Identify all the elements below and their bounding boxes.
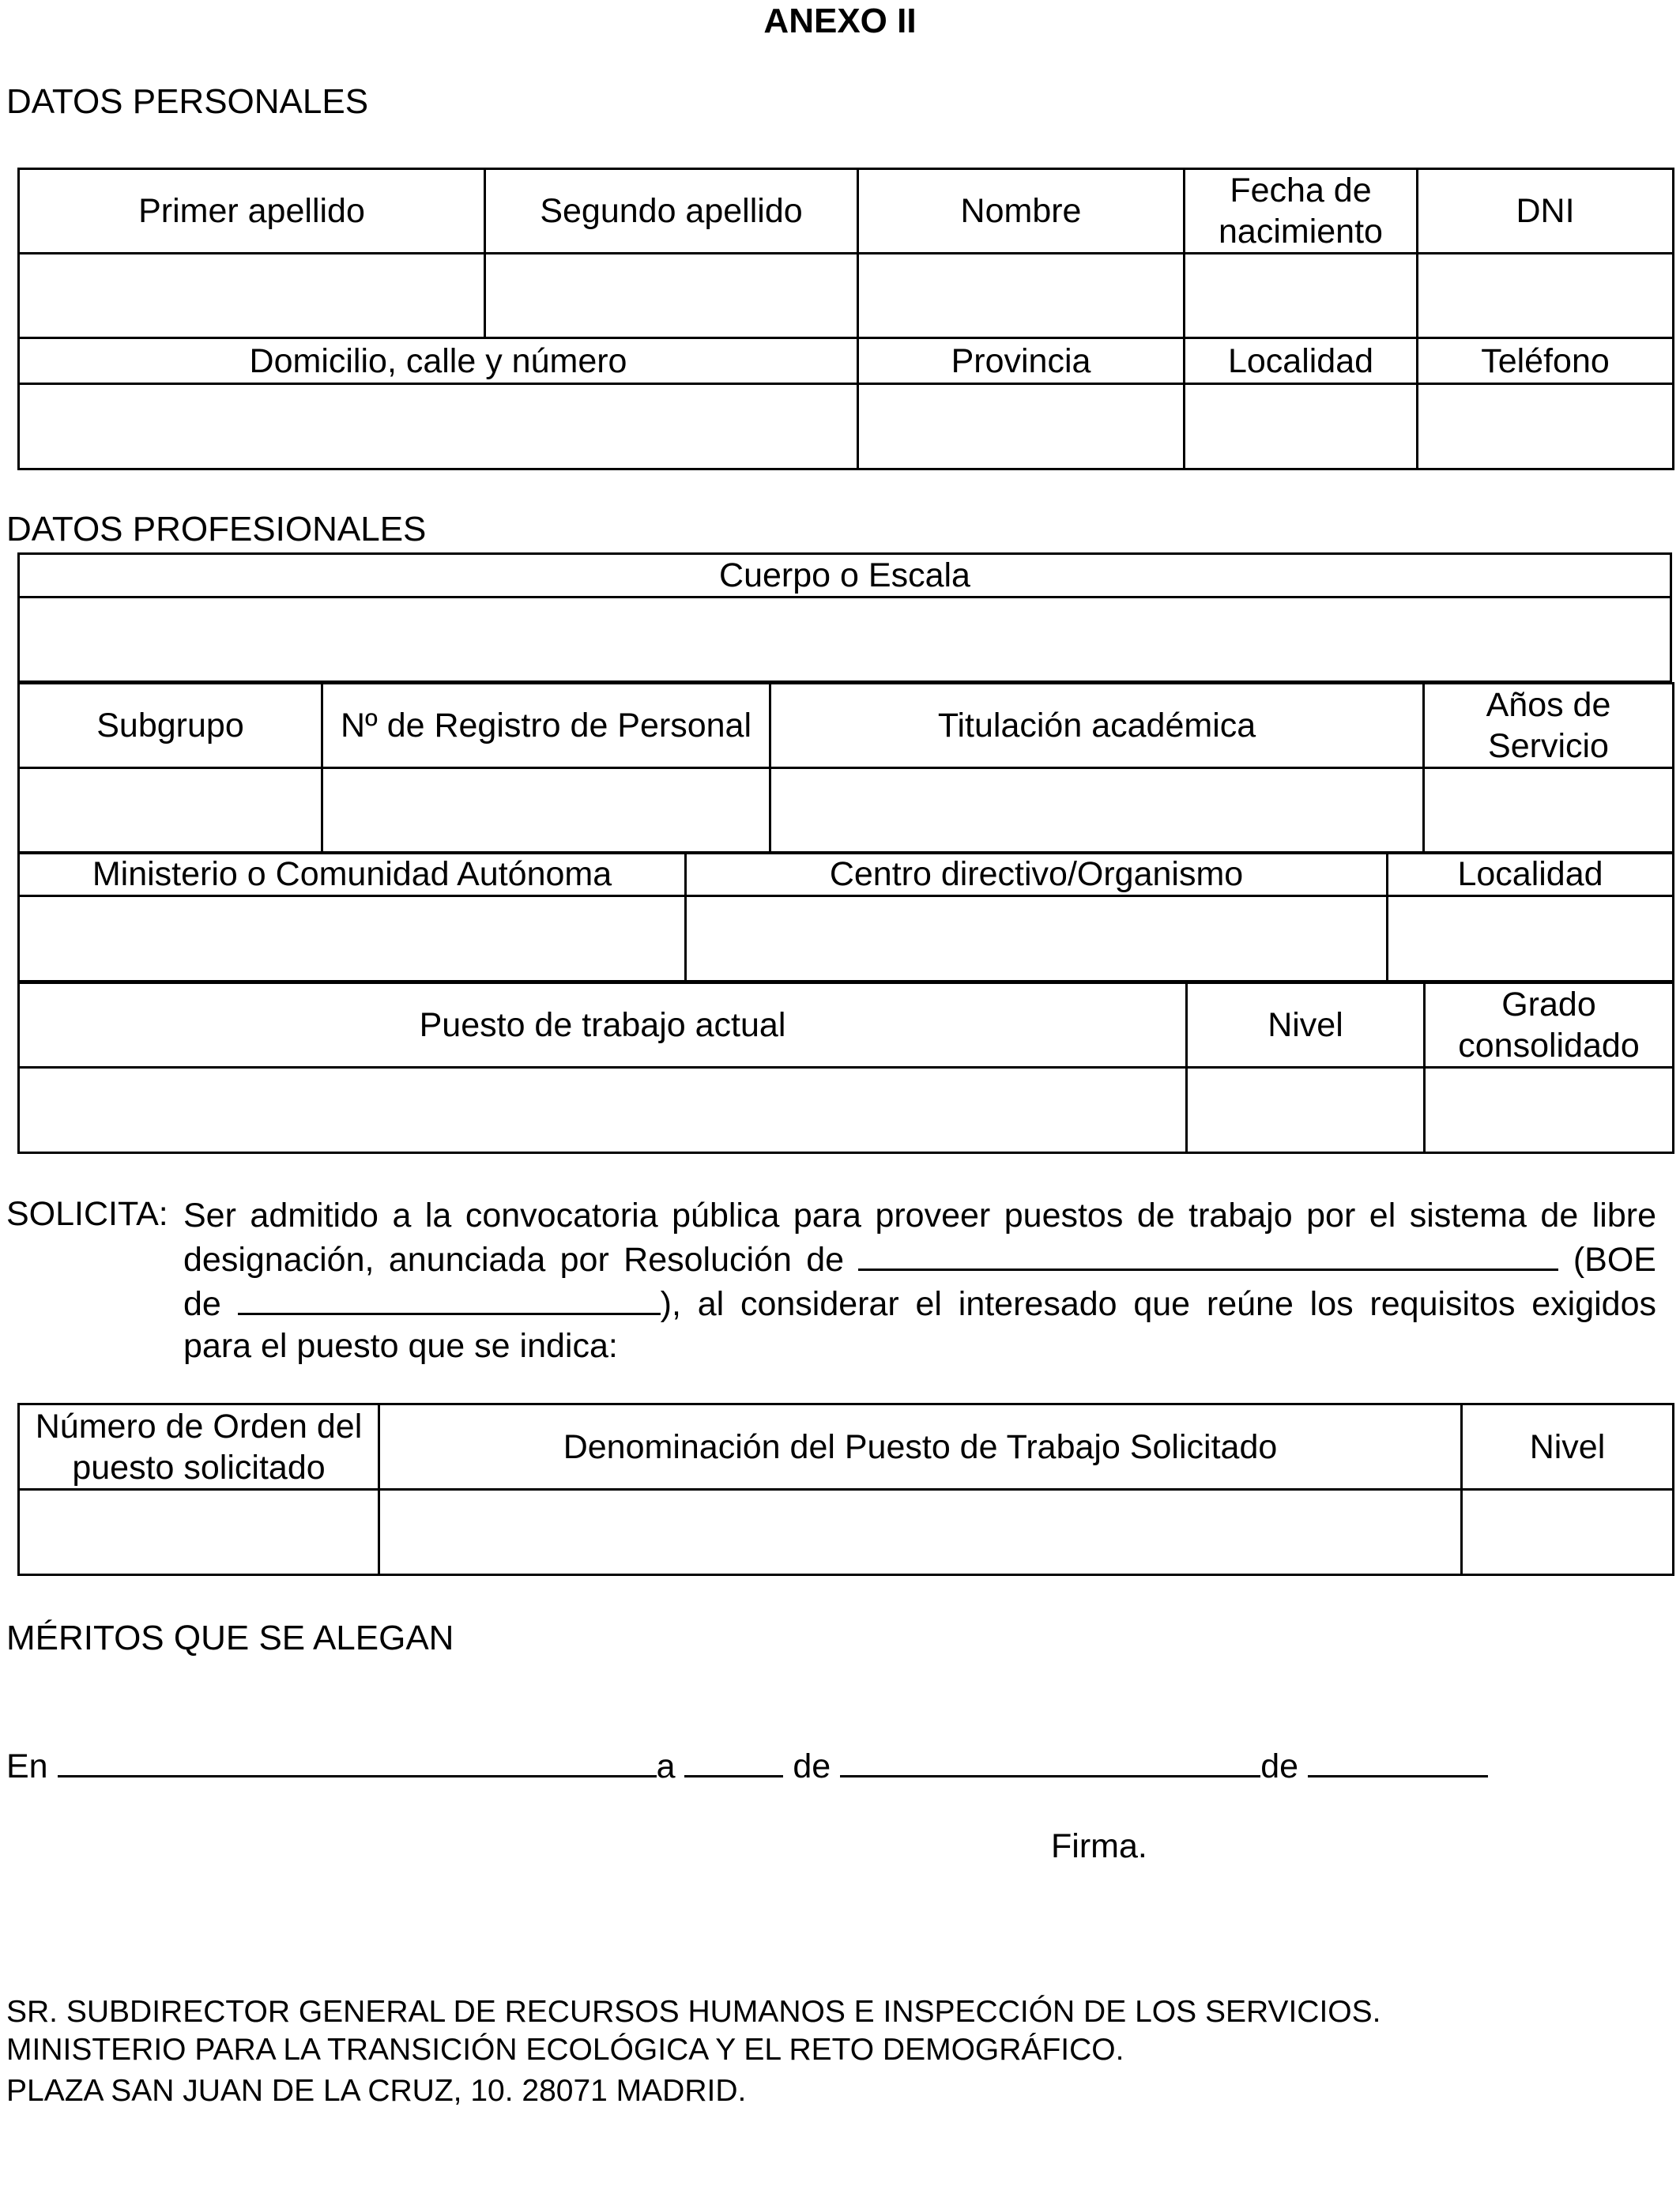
header-ministerio: Ministerio o Comunidad Autónoma [19, 853, 686, 896]
input-centro-directivo[interactable] [686, 896, 1388, 982]
input-nivel-solicitado[interactable] [1462, 1490, 1674, 1575]
header-puesto-actual: Puesto de trabajo actual [19, 983, 1187, 1068]
header-nivel-solicitado: Nivel [1462, 1404, 1674, 1490]
header-telefono: Teléfono [1418, 338, 1674, 384]
header-localidad: Localidad [1185, 338, 1418, 384]
input-registro-personal[interactable] [322, 768, 770, 854]
personal-data-table [17, 168, 1674, 470]
input-grado-consolidado[interactable] [1425, 1068, 1674, 1153]
meritos-heading: MÉRITOS QUE SE ALEGAN [6, 1619, 454, 1657]
header-primer-apellido: Primer apellido [19, 169, 485, 254]
header-domicilio: Domicilio, calle y número [19, 338, 858, 384]
place-blank[interactable] [58, 1744, 657, 1777]
input-puesto-actual[interactable] [19, 1068, 1187, 1153]
input-segundo-apellido[interactable] [485, 254, 858, 338]
input-anos-servicio[interactable] [1424, 768, 1674, 854]
header-localidad-prof: Localidad [1388, 853, 1674, 896]
professional-ministry-table [17, 851, 1674, 982]
resolucion-blank[interactable] [858, 1237, 1558, 1271]
solicita-text-2: (BOE de [183, 1241, 1656, 1323]
input-denominacion-puesto[interactable] [379, 1490, 1462, 1575]
date-line [6, 1744, 1488, 1786]
address-line-2: MINISTERIO PARA LA TRANSICIÓN ECOLÓGICA Y EL RETO DEMOGRÁFICO. [6, 2033, 1124, 2067]
header-segundo-apellido: Segundo apellido [485, 169, 858, 254]
professional-puesto-table [17, 982, 1674, 1154]
professional-cuerpo-table [17, 552, 1672, 683]
year-blank[interactable] [1308, 1744, 1488, 1777]
date-de-label-2: de [1260, 1747, 1299, 1785]
input-localidad[interactable] [1185, 384, 1418, 469]
input-nombre[interactable] [858, 254, 1185, 338]
boe-blank[interactable] [238, 1281, 661, 1315]
solicita-text-1: Ser admitido a la convocatoria pública para proveer puestos de trabajo por el sistema de libre designación, anunciada por Resolución de [183, 1197, 1656, 1279]
input-nivel-actual[interactable] [1187, 1068, 1425, 1153]
header-subgrupo: Subgrupo [19, 684, 322, 768]
input-domicilio[interactable] [19, 384, 858, 469]
header-cuerpo-escala: Cuerpo o Escala [19, 554, 1671, 598]
input-telefono[interactable] [1418, 384, 1674, 469]
professional-data-heading: DATOS PROFESIONALES [6, 510, 427, 548]
date-a-label: a [656, 1747, 676, 1785]
header-titulacion: Titulación académica [770, 684, 1424, 768]
day-blank[interactable] [684, 1744, 783, 1777]
input-titulacion[interactable] [770, 768, 1424, 854]
solicita-text-3: ), al considerar el interesado que reúne los requisitos exigidos para el puesto que se indica: [183, 1285, 1656, 1365]
header-grado-consolidado: Grado consolidado [1425, 983, 1674, 1068]
page-title: ANEXO II [763, 2, 917, 40]
input-subgrupo[interactable] [19, 768, 322, 854]
header-dni: DNI [1418, 169, 1674, 254]
personal-data-heading: DATOS PERSONALES [6, 82, 369, 121]
input-ministerio[interactable] [19, 896, 686, 982]
header-fecha-nacimiento: Fecha de nacimiento [1185, 169, 1418, 254]
header-numero-orden: Número de Orden del puesto solicitado [19, 1404, 379, 1490]
input-localidad-prof[interactable] [1388, 896, 1674, 982]
input-numero-orden[interactable] [19, 1490, 379, 1575]
input-cuerpo-escala[interactable] [19, 598, 1671, 682]
header-anos-servicio: Años de Servicio [1424, 684, 1674, 768]
header-centro-directivo: Centro directivo/Organismo [686, 853, 1388, 896]
solicita-label: SOLICITA: [6, 1195, 168, 1233]
requested-post-table [17, 1403, 1674, 1576]
header-provincia: Provincia [858, 338, 1185, 384]
signature-label: Firma. [1051, 1827, 1147, 1865]
header-nivel-actual: Nivel [1187, 983, 1425, 1068]
input-fecha-nacimiento[interactable] [1185, 254, 1418, 338]
date-de-label-1: de [793, 1747, 831, 1785]
header-denominacion-puesto: Denominación del Puesto de Trabajo Solicitado [379, 1404, 1462, 1490]
input-dni[interactable] [1418, 254, 1674, 338]
month-blank[interactable] [840, 1744, 1260, 1777]
solicita-text [183, 1195, 1656, 1367]
address-line-1: SR. SUBDIRECTOR GENERAL DE RECURSOS HUMANOS E INSPECCIÓN DE LOS SERVICIOS. [6, 1995, 1381, 2029]
date-en-label: En [6, 1747, 48, 1785]
address-line-3: PLAZA SAN JUAN DE LA CRUZ, 10. 28071 MADRID. [6, 2074, 747, 2108]
professional-subgroup-table [17, 682, 1674, 854]
header-registro-personal: Nº de Registro de Personal [322, 684, 770, 768]
header-nombre: Nombre [858, 169, 1185, 254]
input-provincia[interactable] [858, 384, 1185, 469]
input-primer-apellido[interactable] [19, 254, 485, 338]
